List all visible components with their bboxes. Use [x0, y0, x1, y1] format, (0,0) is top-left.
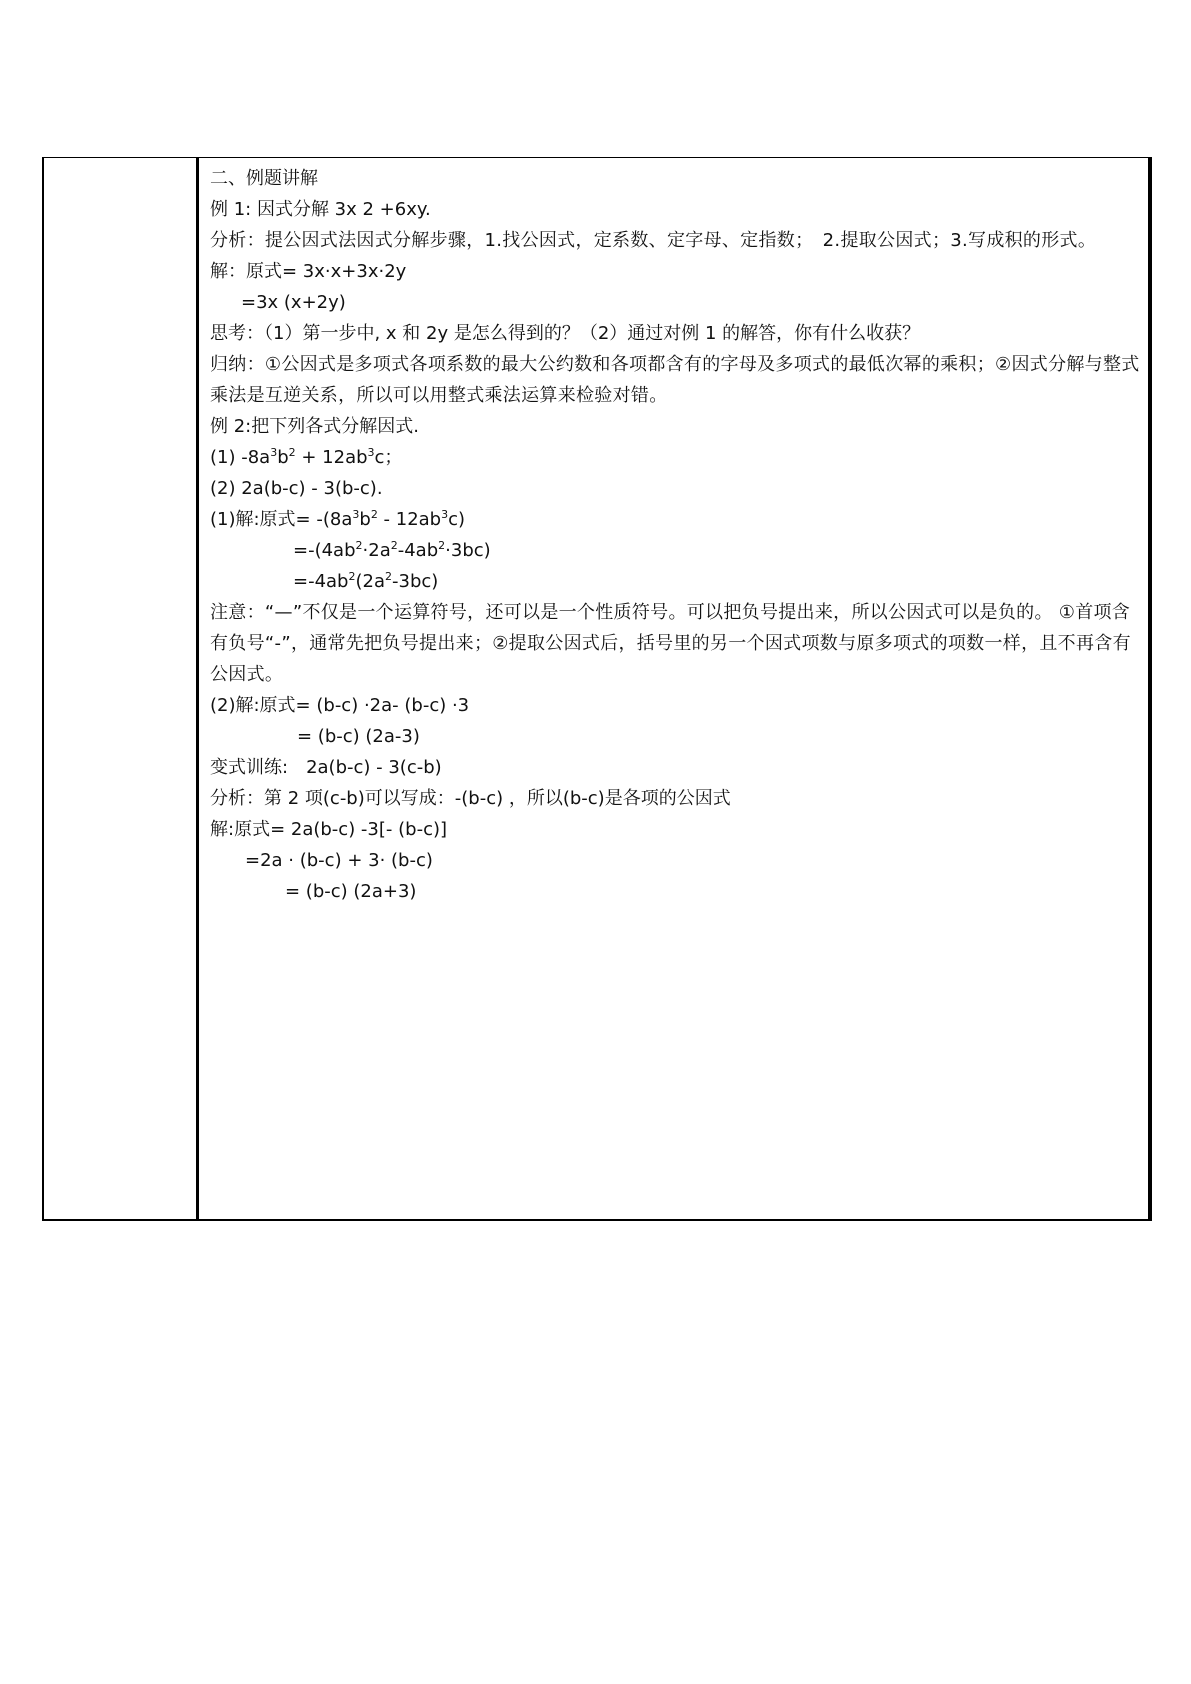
- summary: 归纳：①公因式是多项式各项系数的最大公约数和各项都含有的字母及多项式的最低次幂的乘积；②因式分解与整式乘法是互逆关系，所以可以用整式乘法运算来检验对错。: [210, 354, 1140, 406]
- solution-1-step-3: $=-4ab^2(2a^2-3bc)$: [293, 570, 439, 592]
- example-1: 例 1: 因式分解 3x 2 +6xy.: [210, 199, 431, 220]
- think-question: 思考：（1）第一步中, x 和 2y 是怎么得到的？（2）通过对例 1 的解答，你有什么收获？: [210, 323, 921, 344]
- example-1-analysis: 分析：提公因式法因式分解步骤，1.找公因式，定系数、定字母、定指数； 2.提取公因式；3.写成积的形式。: [210, 230, 1097, 251]
- solution-2-step-2: = (b-c) (2a-3): [297, 726, 420, 747]
- table-border-bottom: [42, 1219, 1152, 1221]
- variant-exercise: 变式训练: 2a(b-c) - 3(c-b): [210, 757, 442, 778]
- solution-1-step-2: $=-(4ab^2\cdot 2a^2-4ab^2\cdot 3bc)$: [293, 539, 491, 561]
- example-1-solution-step-2: =3x (x+2y): [241, 292, 346, 313]
- variant-solution-step-2: =2a · (b-c) + 3· (b-c): [245, 850, 433, 871]
- example-2-problem-2: (2) 2a(b-c) - 3(b-c).: [210, 478, 383, 499]
- table-border-right: [1148, 157, 1152, 1221]
- variant-analysis: 分析：第 2 项(c-b)可以写成：-(b-c) ，所以(b-c)是各项的公因式: [210, 788, 731, 809]
- solution-1-step-1: (1)解:原式= $-(8a^3b^2 - 12ab^3c)$: [210, 508, 466, 530]
- note: 注意：“—”不仅是一个运算符号，还可以是一个性质符号。可以把负号提出来，所以公因式可以是负的。 ①首项含有负号“-”，通常先把负号提出来；②提取公因式后，括号里的另一个因式项数与原多项式的项数一样，且不再含有公因式。: [210, 602, 1131, 685]
- variant-solution-step-1: 解:原式= 2a(b-c) -3[- (b-c)]: [210, 819, 448, 840]
- section-heading: 二、例题讲解: [210, 168, 318, 189]
- example-2: 例 2:把下列各式分解因式.: [210, 416, 419, 437]
- example-1-solution-step-1: 解：原式= 3x·x+3x·2y: [210, 261, 407, 282]
- table-border-top: [42, 157, 1152, 158]
- table-border-left: [42, 157, 44, 1221]
- variant-solution-step-3: = (b-c) (2a+3): [285, 881, 417, 902]
- solution-2-step-1: (2)解:原式= (b-c) ·2a- (b-c) ·3: [210, 695, 470, 716]
- table-column-divider: [196, 157, 199, 1221]
- example-2-problem-1: (1) $-8a^3b^2 + 12ab^3c$；: [210, 446, 403, 468]
- lesson-content: [210, 163, 1145, 907]
